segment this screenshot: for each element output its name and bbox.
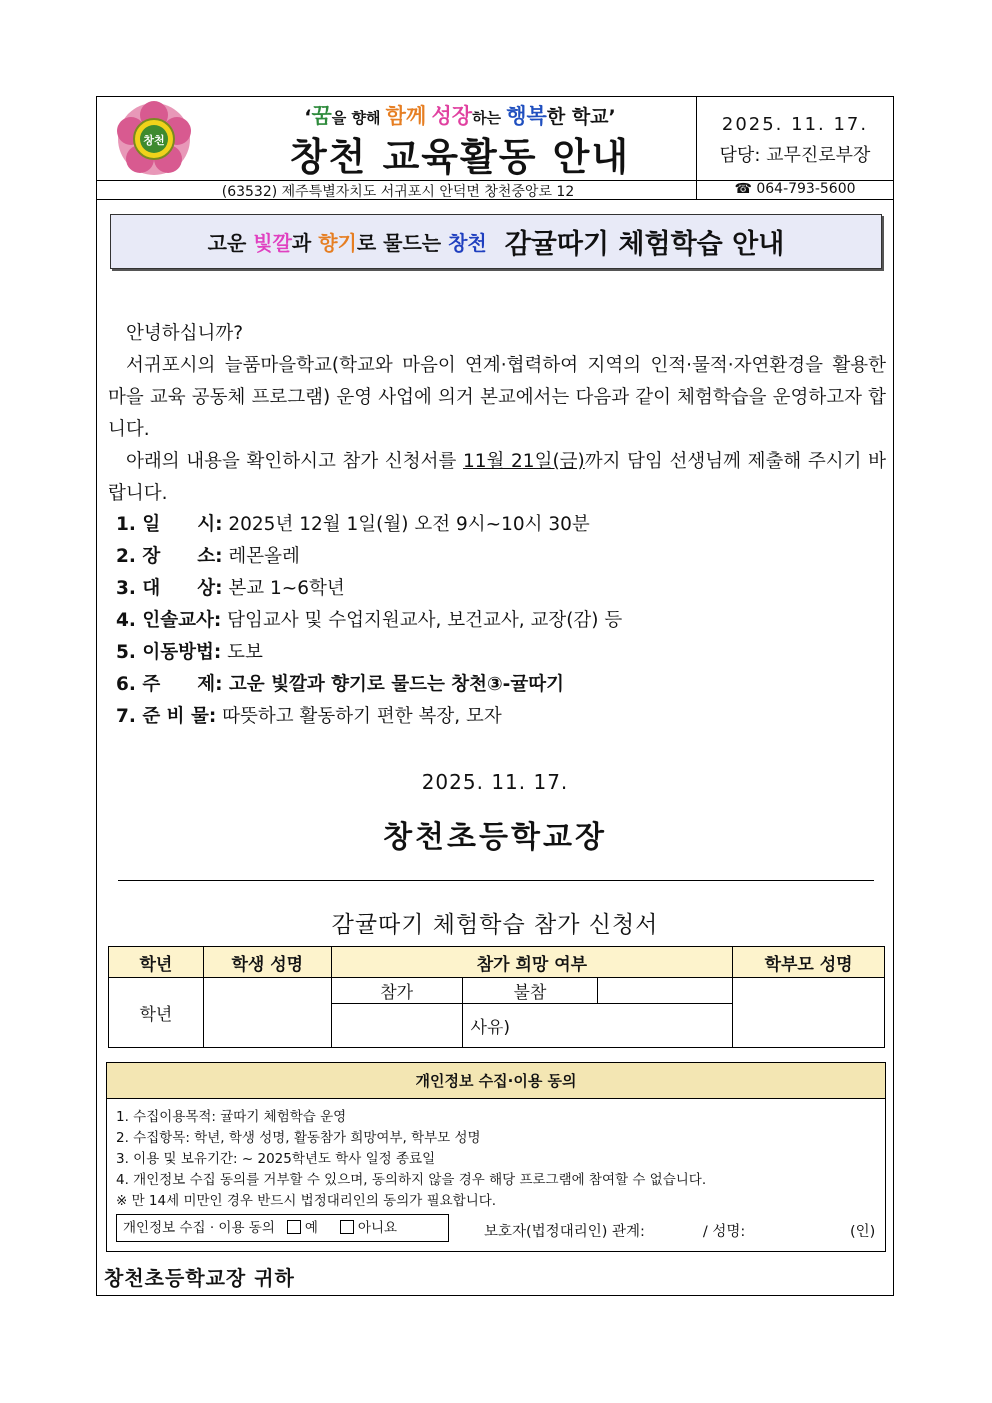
detail-item bbox=[116, 670, 564, 696]
parent-name-cell[interactable] bbox=[733, 978, 885, 1048]
detail-item bbox=[116, 542, 300, 568]
principal-signature: 창천초등학교장 bbox=[383, 820, 607, 855]
detail-value: 2025년 12월 1일(월) 오전 9시~10시 30분 bbox=[222, 514, 590, 535]
slogan-part: 성장 bbox=[431, 104, 473, 128]
detail-item bbox=[116, 702, 502, 728]
greeting bbox=[108, 318, 886, 350]
grade-cell[interactable]: 학년 bbox=[109, 978, 204, 1048]
header-participation: 참가 희망 여부 bbox=[331, 947, 732, 978]
school-phone: ☎ 064-793-5600 bbox=[734, 181, 856, 197]
consent-agree-box bbox=[116, 1214, 449, 1242]
detail-label: 2. 장 소: bbox=[116, 546, 223, 567]
detail-value: 본교 1~6학년 bbox=[222, 578, 345, 599]
paragraph-2-post: 까지 담임 선생님께 제출해 주시기 바랍니다. bbox=[108, 451, 886, 504]
detail-item bbox=[116, 574, 345, 600]
detail-value: 도보 bbox=[221, 642, 263, 663]
banner-part: 로 물드는 bbox=[356, 231, 449, 255]
header-vertical-divider bbox=[696, 96, 697, 199]
attend-label: 참가 bbox=[331, 978, 462, 1004]
slogan-part: 하는 bbox=[472, 109, 507, 127]
notice-banner bbox=[110, 214, 882, 269]
consent-title: 개인정보 수집·이용 동의 bbox=[107, 1063, 885, 1099]
paragraph-1: 서귀포시의 늘품마을학교(학교와 마음이 연계·협력하여 지역의 인적·물적·자연환경을 활용한 마을 교육 공동체 프로그램) 운영 사업에 의거 본교에서는 다음과 같이 체험학습을 운영하고자 합니다. bbox=[108, 355, 886, 440]
consent-line: 1. 수집이용목적: 귤따기 체험학습 운영 bbox=[116, 1109, 347, 1125]
slogan-part: 한 학교’ bbox=[546, 106, 616, 128]
addressee: 창천초등학교장 귀하 bbox=[104, 1266, 295, 1290]
detail-item bbox=[116, 638, 263, 664]
logo-text: 창천 bbox=[143, 134, 165, 147]
no-label: 아니요 bbox=[357, 1220, 398, 1236]
paragraph-2-pre: 아래의 내용을 확인하시고 참가 신청서를 bbox=[126, 451, 463, 472]
detail-label: 7. 준 비 물: bbox=[116, 706, 217, 727]
detail-label: 1. 일 시: bbox=[116, 514, 223, 535]
agree-label: 개인정보 수집 · 이용 동의 bbox=[123, 1220, 275, 1236]
header-parent: 학부모 성명 bbox=[733, 947, 885, 978]
slogan-part: 꿈 bbox=[311, 104, 332, 128]
detail-item bbox=[116, 606, 622, 632]
banner-part: 빛깔 bbox=[253, 231, 292, 255]
school-logo-icon bbox=[114, 100, 194, 178]
deadline-date: 11월 21일(금) bbox=[462, 451, 585, 472]
banner-title: 감귤따기 체험학습 안내 bbox=[504, 229, 785, 260]
application-table bbox=[108, 946, 885, 1048]
consent-line: 3. 이용 및 보유기간: ~ 2025학년도 학사 일정 종료일 bbox=[116, 1151, 436, 1167]
detail-value: 고운 빛깔과 향기로 물드는 창천③-귤따기 bbox=[222, 674, 564, 695]
paragraph-2 bbox=[108, 446, 886, 510]
header-student: 학생 성명 bbox=[203, 947, 331, 978]
banner-part: 창천 bbox=[448, 231, 487, 255]
detail-label: 5. 이동방법: bbox=[116, 642, 222, 663]
absent-blank[interactable] bbox=[598, 978, 733, 1004]
detail-label: 4. 인솔교사: bbox=[116, 610, 222, 631]
cut-line bbox=[118, 880, 874, 881]
school-address: (63532) 제주특별자치도 서귀포시 안덕면 창천중앙로 12 bbox=[221, 184, 575, 200]
header-manager: 담당: 교무진로부장 bbox=[719, 145, 871, 166]
detail-value: 레몬올레 bbox=[222, 546, 300, 567]
reason-cell[interactable]: 사유) bbox=[462, 1004, 733, 1048]
form-title: 감귤따기 체험학습 참가 신청서 bbox=[331, 912, 659, 938]
consent-line: 4. 개인정보 수집 동의를 거부할 수 있으며, 동의하지 않을 경우 해당 프로그램에 참여할 수 없습니다. bbox=[116, 1172, 707, 1188]
slogan-part: 함께 bbox=[385, 104, 427, 128]
yes-checkbox[interactable] bbox=[287, 1220, 301, 1234]
guardian-seal: (인) bbox=[850, 1224, 876, 1240]
yes-label: 예 bbox=[304, 1220, 318, 1236]
absent-label: 불참 bbox=[462, 978, 598, 1004]
page-title: 창천 교육활동 안내 bbox=[289, 135, 631, 179]
banner-part: 향기 bbox=[318, 231, 357, 255]
detail-label: 6. 주 제: bbox=[116, 674, 223, 695]
student-name-cell[interactable] bbox=[203, 978, 331, 1048]
detail-value: 따뜻하고 활동하기 편한 복장, 모자 bbox=[216, 706, 502, 727]
no-checkbox[interactable] bbox=[340, 1220, 354, 1234]
slogan-part: ‘ bbox=[304, 106, 312, 128]
header-grade: 학년 bbox=[109, 947, 204, 978]
detail-item bbox=[116, 510, 590, 536]
guardian-line: 보호자(법정대리인) 관계: / 성명: bbox=[484, 1224, 746, 1240]
consent-line: 2. 수집항목: 학년, 학생 성명, 활동참가 희망여부, 학부모 성명 bbox=[116, 1130, 481, 1146]
banner-subtitle bbox=[208, 227, 487, 256]
slogan-part: 행복 bbox=[506, 104, 547, 128]
slogan-part: 을 향해 bbox=[331, 109, 386, 127]
header-date: 2025. 11. 17. bbox=[721, 114, 869, 135]
detail-value: 담임교사 및 수업지원교사, 보건교사, 교장(감) 등 bbox=[221, 610, 623, 631]
attend-check-cell[interactable] bbox=[331, 1004, 462, 1048]
detail-label: 3. 대 상: bbox=[116, 578, 223, 599]
consent-line: ※ 만 14세 미만인 경우 반드시 법정대리인의 동의가 필요합니다. bbox=[116, 1193, 497, 1209]
banner-part: 과 bbox=[291, 231, 319, 255]
banner-part: 고운 bbox=[207, 231, 254, 255]
closing-date: 2025. 11. 17. bbox=[421, 770, 569, 794]
greeting-text: 안녕하십니까? bbox=[126, 323, 244, 344]
